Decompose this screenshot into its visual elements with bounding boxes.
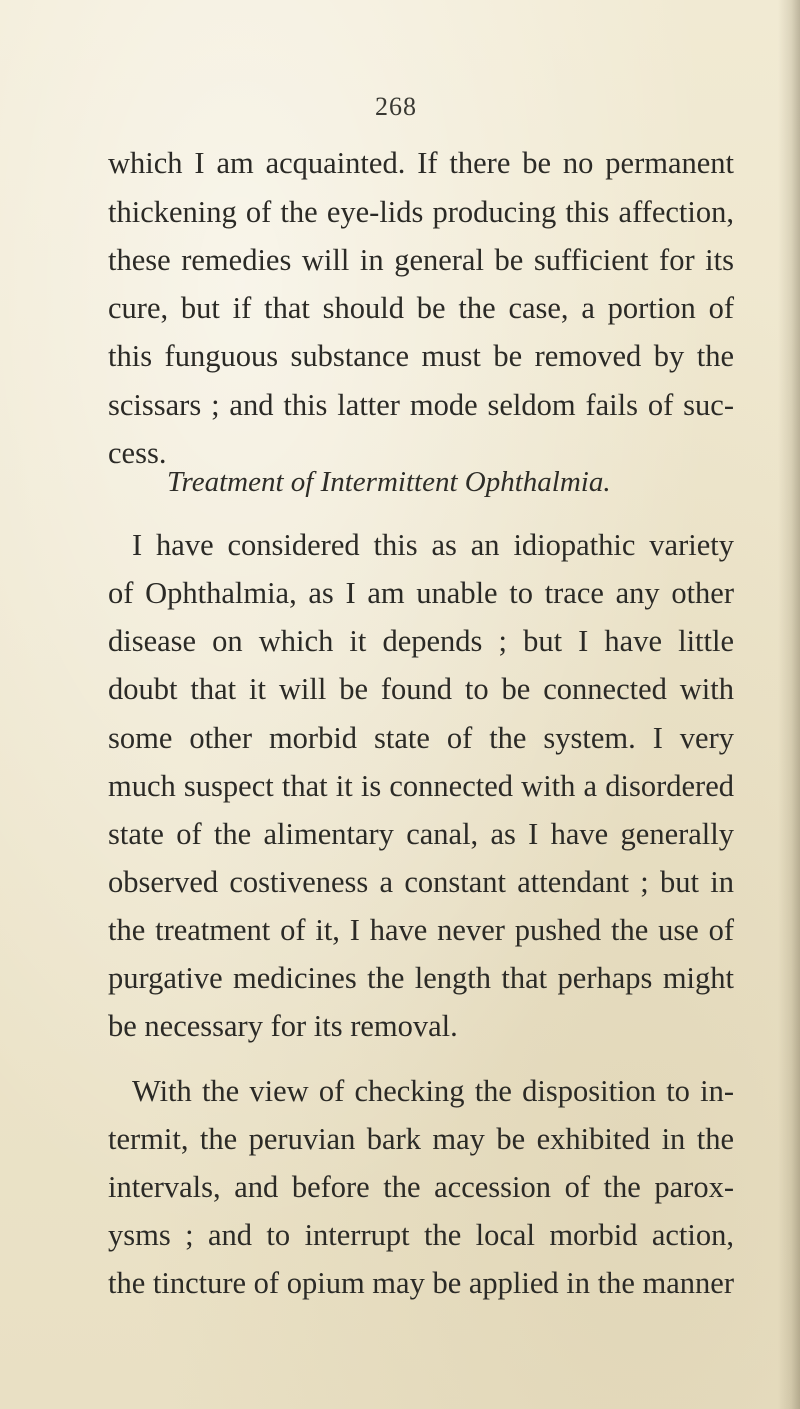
text-line: of Ophthalmia, as I am unable to trace any other xyxy=(108,576,734,610)
text-line: intervals, and before the accession of the parox- xyxy=(108,1170,734,1204)
text-line: cure, but if that should be the case, a portion of xyxy=(108,291,734,325)
section-heading: Treatment of Intermittent Ophthalmia. xyxy=(167,466,611,498)
text-line: much suspect that it is connected with a disordered xyxy=(108,769,734,803)
text-line: I have considered this as an idiopathic variety xyxy=(132,528,734,562)
text-line: ysms ; and to interrupt the local morbid action, xyxy=(108,1218,734,1252)
text-line: the tincture of opium may be applied in the manner xyxy=(108,1266,734,1300)
page-gutter-shadow xyxy=(778,0,800,1409)
text-line: thickening of the eye-lids producing this affection, xyxy=(108,195,734,229)
text-line: doubt that it will be found to be connected with xyxy=(108,672,734,706)
text-line: termit, the peruvian bark may be exhibited in the xyxy=(108,1122,734,1156)
text-line: this funguous substance must be removed by the xyxy=(108,339,734,373)
text-line: disease on which it depends ; but I have little xyxy=(108,624,734,658)
text-line: which I am acquainted. If there be no permanent xyxy=(108,146,734,180)
text-line: observed costiveness a constant attendant ; but in xyxy=(108,865,734,899)
text-line: cess. xyxy=(108,436,167,470)
text-line: state of the alimentary canal, as I have generally xyxy=(108,817,734,851)
text-line: purgative medicines the length that perhaps might xyxy=(108,961,734,995)
text-line: these remedies will in general be sufficient for its xyxy=(108,243,734,277)
text-line: the treatment of it, I have never pushed the use of xyxy=(108,913,734,947)
text-line: With the view of checking the disposition to in- xyxy=(132,1074,734,1108)
text-line: some other morbid state of the system. I very xyxy=(108,721,734,755)
text-line: scissars ; and this latter mode seldom fails of suc- xyxy=(108,388,734,422)
page-number: 268 xyxy=(375,92,417,121)
text-line: be necessary for its removal. xyxy=(108,1009,458,1043)
